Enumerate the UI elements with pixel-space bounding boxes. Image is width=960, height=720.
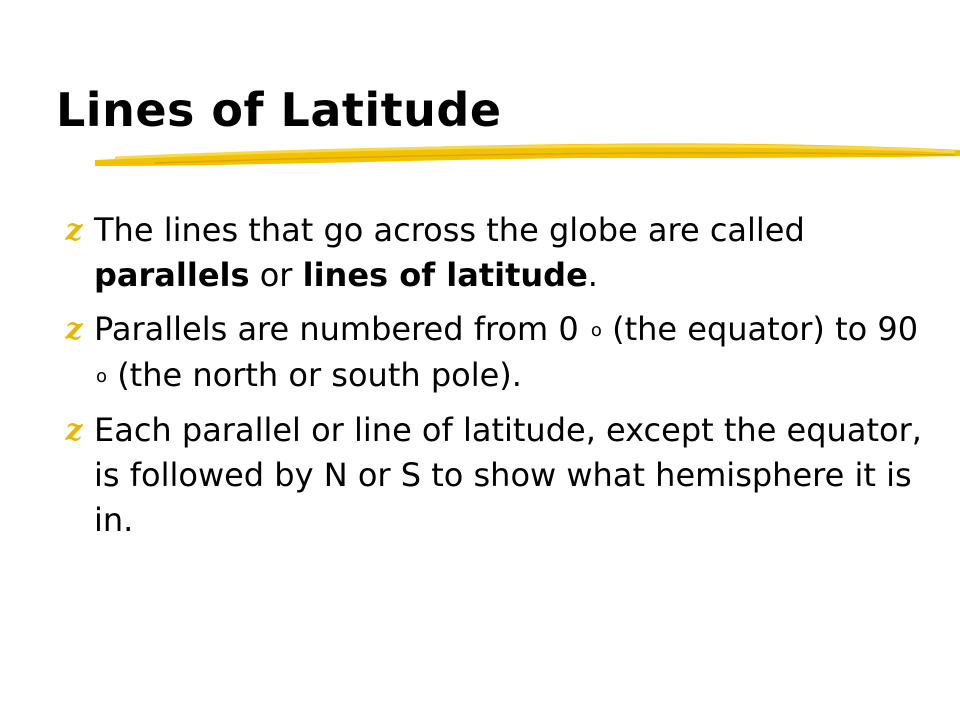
bullet-marker-icon: z bbox=[65, 312, 83, 347]
bullet-text: . bbox=[587, 256, 598, 294]
bullet-marker-icon: z bbox=[65, 213, 83, 248]
bullet-item-hemisphere bbox=[56, 408, 936, 543]
bullet-item-parallels bbox=[56, 208, 936, 298]
bullet-text: (the equator) to 90 bbox=[601, 310, 919, 348]
bullet-text: or bbox=[249, 256, 303, 294]
bullet-list bbox=[56, 208, 936, 552]
title-brush-underline bbox=[95, 136, 960, 176]
bullet-bold-term: parallels bbox=[94, 256, 250, 294]
bullet-text: The lines that go across the globe are called bbox=[94, 211, 805, 249]
bullet-text: Each parallel or line of latitude, except the equator, is followed by N or S to show what hemisphere it is in. bbox=[94, 411, 922, 539]
bullet-item-numbering bbox=[56, 307, 936, 399]
degree-mark: o bbox=[96, 366, 108, 387]
bullet-text: (the north or south pole). bbox=[107, 356, 522, 394]
slide-title: Lines of Latitude bbox=[56, 83, 502, 137]
bullet-bold-term: lines of latitude bbox=[302, 256, 588, 294]
bullet-marker-icon: z bbox=[65, 413, 83, 448]
bullet-text: Parallels are numbered from 0 bbox=[94, 310, 589, 348]
degree-mark: o bbox=[590, 320, 602, 341]
